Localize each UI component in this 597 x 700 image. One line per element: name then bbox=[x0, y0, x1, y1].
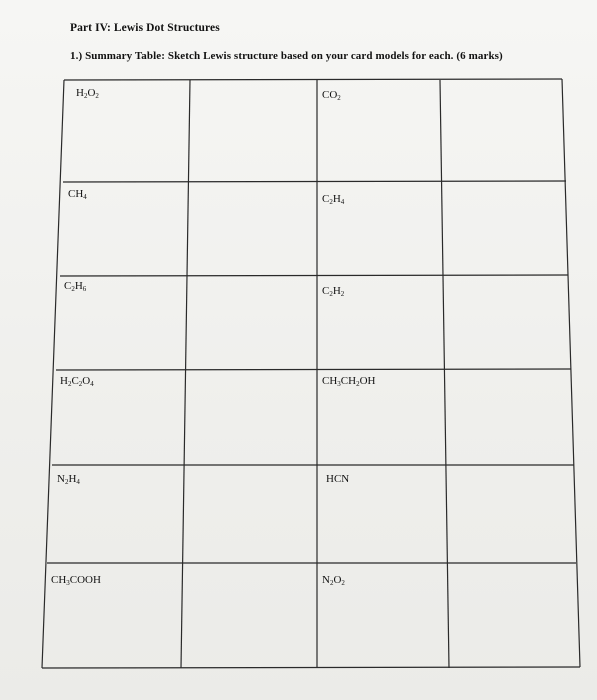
row-line-2 bbox=[60, 275, 568, 276]
formula-c2h4: $C_2H_4$ bbox=[322, 193, 345, 206]
formula-h2c2o4: $H_2C_2O_4$ bbox=[60, 375, 94, 388]
formula-h2o2: $H_2O_2$ bbox=[76, 87, 99, 100]
formula-ch3cooh: $CH_3COOH$ bbox=[51, 574, 101, 587]
question-text: 1.) Summary Table: Sketch Lewis structure based on your card models for each. (6 marks) bbox=[70, 50, 503, 62]
table-bottom-border bbox=[42, 667, 580, 668]
formula-ch4: $CH_4$ bbox=[68, 188, 87, 201]
formula-n2o2: $N_2O_2$ bbox=[322, 574, 345, 587]
formula-n2h4: $N_2H_4$ bbox=[57, 473, 80, 486]
formula-c2h2: $C_2H_2$ bbox=[322, 285, 345, 298]
column-line-3 bbox=[440, 80, 449, 668]
table-top-border bbox=[64, 79, 562, 80]
column-line-1 bbox=[181, 80, 190, 668]
formula-ch3ch2oh: $CH_3CH_2OH$ bbox=[322, 375, 376, 388]
row-line-1 bbox=[63, 181, 566, 182]
section-heading: Part IV: Lewis Dot Structures bbox=[70, 22, 220, 34]
formula-co2: $CO_2$ bbox=[322, 89, 341, 102]
formula-hcn: HCN bbox=[326, 473, 350, 485]
table-right-border bbox=[562, 79, 580, 667]
formula-c2h6: $C_2H_6$ bbox=[64, 280, 87, 293]
row-line-3 bbox=[56, 369, 571, 370]
